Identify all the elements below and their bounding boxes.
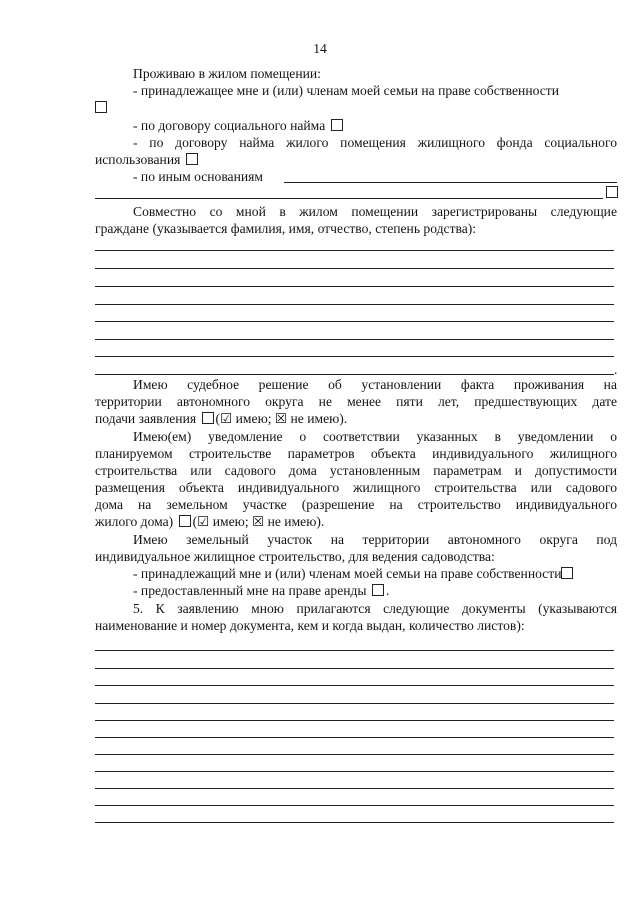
cotenant-field-4[interactable] [95, 304, 614, 305]
notice-yes-glyph: ☑ [197, 514, 210, 529]
notice-line-5: дома на земельном участке (разрешение на строительство индивидуального [95, 497, 617, 512]
residence-other-field-2[interactable] [95, 198, 603, 199]
residence-heading: Проживаю в жилом помещении: [133, 66, 321, 81]
document-field-1[interactable] [95, 650, 614, 651]
court-no-glyph: ☒ [274, 411, 288, 426]
residence-social-rent-label: - по договору социального найма [133, 118, 326, 133]
documents-line-2: наименование и номер документа, кем и когда выдан, количество листов): [95, 618, 525, 633]
document-field-9[interactable] [95, 788, 614, 789]
notice-line-3: строительства или садового дома установленным параметрам и допустимости [95, 463, 617, 478]
residence-other-label: - по иным основаниям [133, 169, 263, 184]
cotenant-field-8[interactable] [95, 374, 614, 375]
notice-no-glyph: ☒ [252, 514, 265, 529]
cotenant-field-6[interactable] [95, 339, 614, 340]
document-field-10[interactable] [95, 805, 614, 806]
documents-line-1: 5. К заявлению мною прилагаются следующие документы (указываются [133, 601, 617, 616]
court-line-3-prefix: подачи заявления [95, 411, 197, 426]
notice-no-label: не имею). [267, 514, 325, 529]
residence-other-field[interactable] [284, 182, 617, 183]
cotenant-field-5[interactable] [95, 321, 614, 322]
document-field-4[interactable] [95, 703, 614, 704]
court-no-label: не имею). [290, 411, 348, 426]
land-lease-end: . [385, 583, 390, 598]
cotenants-line-2: граждане (указывается фамилия, имя, отчество, степень родства): [95, 221, 477, 236]
residence-fund-row [95, 151, 200, 168]
land-ownership-row [133, 565, 575, 582]
court-line-2: территории автономного округа не менее пяти лет, предшествующих дате [95, 394, 617, 409]
notice-yes-label: имею; [212, 514, 249, 529]
land-line-2: индивидуальное жилищное строительство, для ведения садоводства: [95, 549, 495, 564]
residence-ownership-line: - принадлежащее мне и (или) членам моей семьи на праве собственности [133, 83, 559, 98]
residence-social-rent-checkbox[interactable] [331, 119, 343, 131]
court-yes-label: имею; [235, 411, 272, 426]
cotenant-field-2[interactable] [95, 268, 614, 269]
document-field-5[interactable] [95, 720, 614, 721]
land-ownership-checkbox[interactable] [561, 567, 573, 579]
land-line-1: Имею земельный участок на территории автономного округа под [133, 532, 617, 547]
court-line-3: подачи заявления (☑ имею; ☒ не имею). [95, 411, 348, 426]
land-lease-checkbox[interactable] [372, 584, 384, 596]
land-lease-label: - предоставленный мне на праве аренды [133, 583, 367, 598]
court-line-1: Имею судебное решение об установлении факта проживания на [133, 377, 617, 392]
document-field-2[interactable] [95, 668, 614, 669]
notice-line-1: Имею(ем) уведомление о соответствии указанных в уведомлении о [133, 429, 617, 444]
residence-ownership-checkbox[interactable] [95, 101, 107, 113]
notice-line-2: планируемом строительстве параметров объекта индивидуального жилищного [95, 446, 617, 461]
page-number: 14 [313, 41, 327, 56]
notice-line-6: жилого дома) (☑ имею; ☒ не имею). [95, 514, 325, 529]
cotenant-field-3[interactable] [95, 286, 614, 287]
residence-fund-label: использования [95, 152, 181, 167]
document-field-8[interactable] [95, 771, 614, 772]
document-field-6[interactable] [95, 737, 614, 738]
document-field-3[interactable] [95, 685, 614, 686]
notice-line-6-prefix: жилого дома) [95, 514, 174, 529]
court-yes-glyph: ☑ [220, 411, 233, 426]
court-checkbox[interactable] [202, 412, 214, 424]
cotenants-line-1: Совместно со мной в жилом помещении зарегистрированы следующие [133, 204, 617, 219]
cotenant-field-7[interactable] [95, 356, 614, 357]
notice-checkbox[interactable] [179, 515, 191, 527]
residence-social-rent-row [133, 117, 345, 134]
cotenant-field-1[interactable] [95, 250, 614, 251]
residence-fund-checkbox[interactable] [186, 153, 198, 165]
residence-fund-line-1: - по договору найма жилого помещения жилищного фонда социального [133, 135, 617, 150]
document-field-7[interactable] [95, 754, 614, 755]
residence-other-checkbox[interactable] [606, 186, 618, 198]
cotenants-end-period: . [614, 362, 618, 377]
document-field-11[interactable] [95, 822, 614, 823]
land-lease-row [133, 582, 389, 599]
notice-line-4: размещения объекта индивидуального жилищного строительства или садового [95, 480, 617, 495]
land-ownership-label: - принадлежащий мне и (или) членам моей семьи на праве собственности [133, 566, 562, 581]
